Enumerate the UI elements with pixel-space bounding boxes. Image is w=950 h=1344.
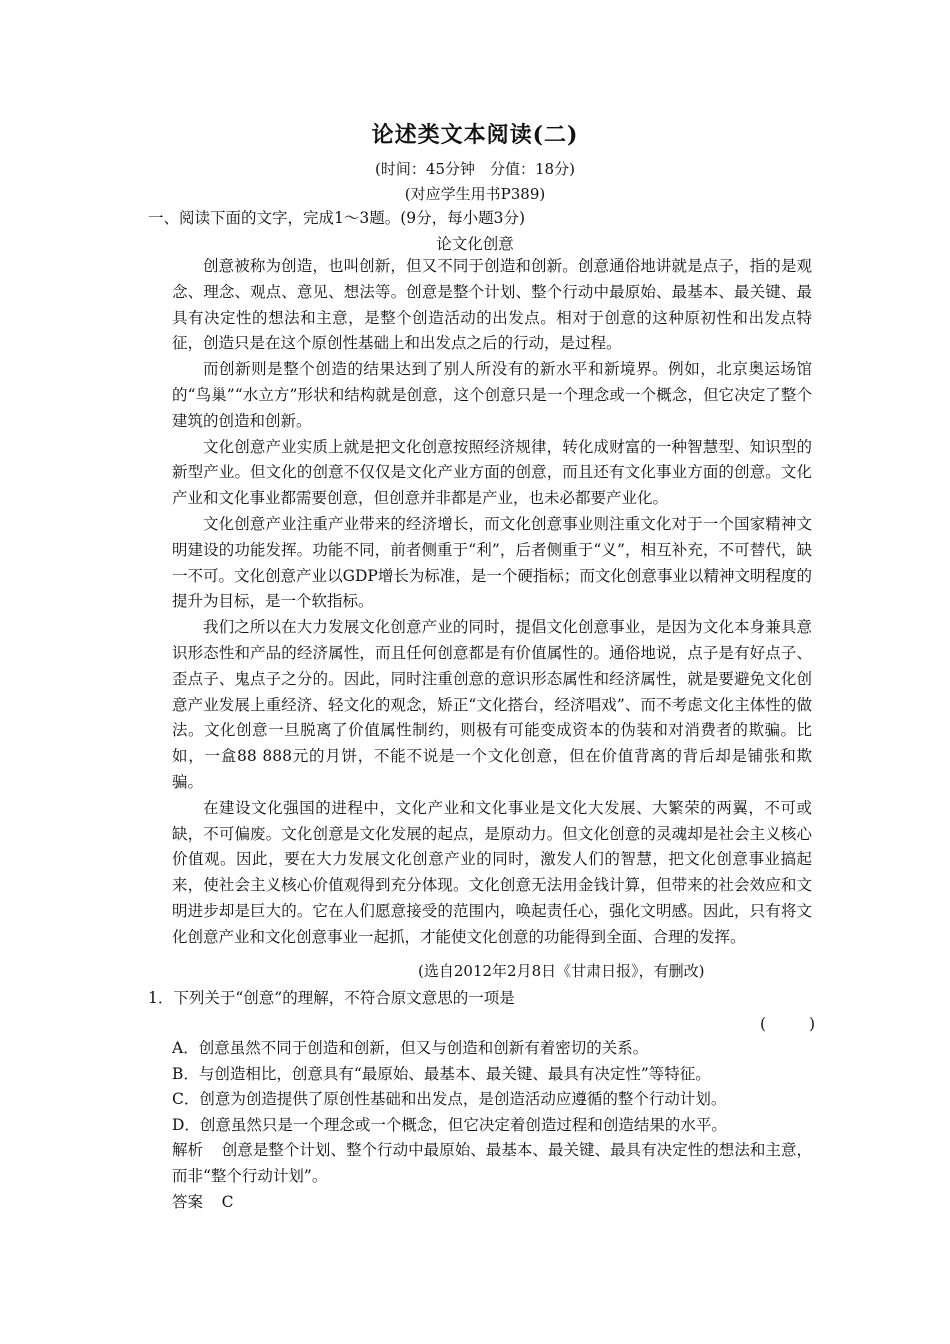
essay-paragraph: 创意被称为创造，也叫创新，但又不同于创造和创新。创意通俗地讲就是点子，指的是观念、理念、观点、意见、想法等。创意是整个计划、整个行动中最原始、最基本、最关键、最具有决定性的想法和主意，是整个创造活动的出发点。相对于创意的这种原初性和出发点特征，创造只是在这个原创性基础上和出发点之后的行动，是过程。 xyxy=(172,257,812,353)
option-d: D．创意虽然只是一个理念或一个概念，但它决定着创造过程和创造结果的水平。 xyxy=(172,1115,727,1134)
essay-paragraph: 文化创意产业实质上就是把文化创意按照经济规律，转化成财富的一种智慧型、知识型的新型产业。但文化的创意不仅仅是文化产业方面的创意，而且还有文化事业方面的创意。文化产业和文化事业都需要创意，但创意并非都是产业，也未必都要产业化。 xyxy=(172,437,812,508)
source-citation: (选自2012年2月8日《甘肃日报》，有删改) xyxy=(418,962,705,980)
section-heading: 一、阅读下面的文字，完成1～3题。(9分，每小题3分) xyxy=(148,209,526,227)
question-stem: 1．下列关于“创意”的理解，不符合原文意思的一项是 xyxy=(148,989,515,1007)
analysis-text: 创意是整个计划、整个行动中最原始、最基本、最关键、最具有决定性的想法和主意，而非“整个行动计划”。 xyxy=(172,1141,812,1185)
answer-label: 答案 xyxy=(172,1193,204,1211)
essay-body xyxy=(172,254,812,951)
option-a: A．创意虽然不同于创造和创新，但又与创造和创新有着密切的关系。 xyxy=(172,1039,649,1057)
answer-value: C xyxy=(221,1193,234,1211)
analysis-label: 解析 xyxy=(172,1141,204,1159)
question-options xyxy=(172,1036,812,1138)
analysis xyxy=(172,1138,812,1189)
answer-blank: ( ) xyxy=(760,1015,820,1033)
essay-paragraph: 我们之所以在大力发展文化创意产业的同时，提倡文化创意事业，是因为文化本身兼具意识形态性和产品的经济属性，而且任何创意都是有价值属性的。通俗地说，点子是有好点子、歪点子、鬼点子之分的。因此，同时注重创意的意识形态属性和经济属性，就是要避免文化创意产业发展上重经济、轻文化的观念，矫正“文化搭台，经济唱戏”、而不考虑文化主体性的做法。文化创意一旦脱离了价值属性制约，则极有可能变成资本的伪装和对消费者的欺骗。比如，一盒88 888元的月饼，不能不说是一个文化创意，但在价值背离的背后却是铺张和欺骗。 xyxy=(172,618,812,791)
option-b: B．与创造相比，创意具有“最原始、最基本、最关键、最具有决定性”等特征。 xyxy=(172,1064,711,1083)
essay-title: 论文化创意 xyxy=(436,235,514,253)
page-title: 论述类文本阅读(二) xyxy=(371,122,579,148)
book-reference: (对应学生用书P389) xyxy=(404,185,546,203)
essay-paragraph: 而创新则是整个创造的结果达到了别人所没有的新水平和新境界。例如，北京奥运场馆的“鸟巢”“水立方”形状和结构就是创意，这个创意只是一个理念或一个概念，但它决定了整个建筑的创造和创新。 xyxy=(172,360,812,430)
answer xyxy=(172,1190,233,1212)
essay-paragraph: 文化创意产业注重产业带来的经济增长，而文化创意事业则注重文化对于一个国家精神文明建设的功能发挥。功能不同，前者侧重于“利”，后者侧重于“义”，相互补充，不可替代，缺一不可。文化创意产业以GDP增长为标准，是一个硬指标；而文化创意事业以精神文明程度的提升为目标，是一个软指标。 xyxy=(172,514,812,611)
option-c: C．创意为创造提供了原创性基础和出发点，是创造活动应遵循的整个行动计划。 xyxy=(172,1090,727,1108)
time-info: (时间：45分钟 分值：18分) xyxy=(375,160,575,178)
essay-paragraph: 在建设文化强国的进程中，文化产业和文化事业是文化大发展、大繁荣的两翼，不可或缺，不可偏废。文化创意是文化发展的起点，是原动力。但文化创意的灵魂却是社会主义核心价值观。因此，要在大力发展文化创意产业的同时，激发人们的智慧，把文化创意事业搞起来，使社会主义核心价值观得到充分体现。文化创意无法用金钱计算，但带来的社会效应和文明进步却是巨大的。它在人们愿意接受的范围内，唤起责任心，强化文明感。因此，只有将文化创意产业和文化创意事业一起抓，才能使文化创意的功能得到全面、合理的发挥。 xyxy=(172,798,812,946)
